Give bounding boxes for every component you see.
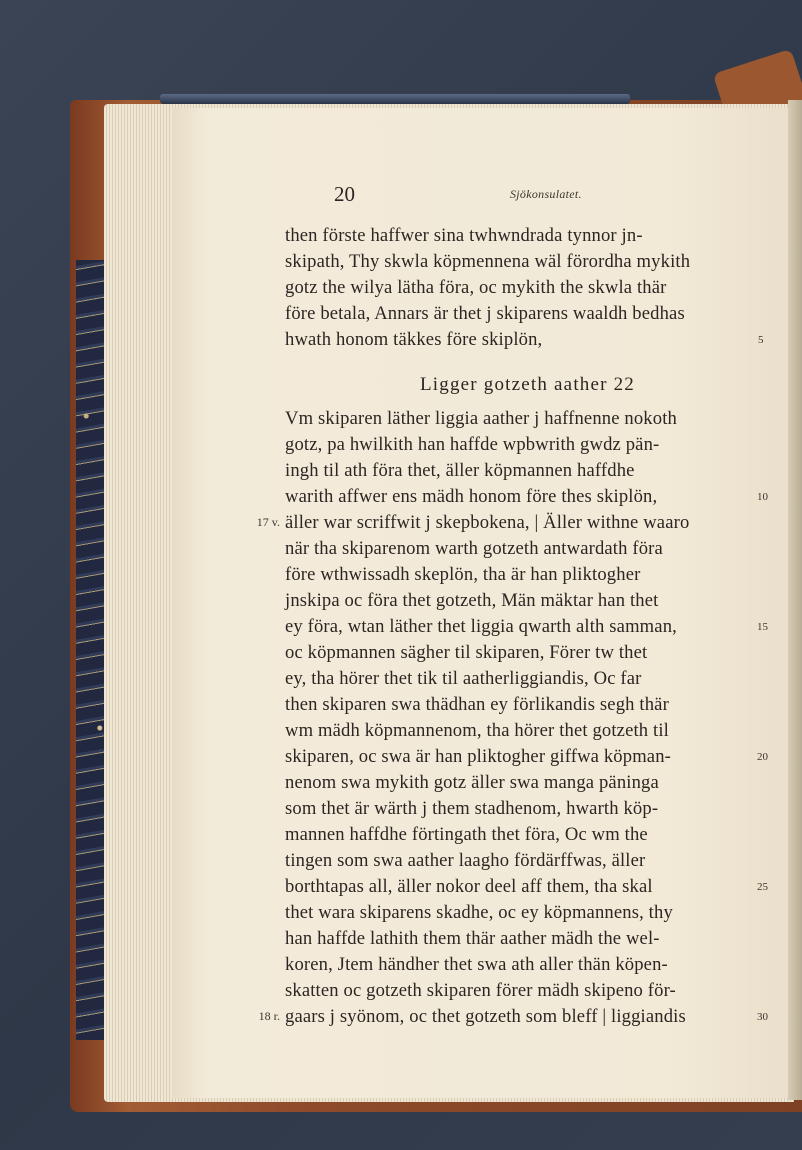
text-line: thet wara skiparens skadhe, oc ey köpmannens, thy bbox=[285, 902, 673, 923]
text-line: nenom swa mykith gotz äller swa manga päninga bbox=[285, 772, 659, 793]
text-line: then förste haffwer sina twhwndrada tynnor jn- bbox=[285, 225, 643, 246]
line-number: 15 bbox=[757, 621, 768, 633]
page-number: 20 bbox=[334, 182, 355, 206]
text-line: Vm skiparen läther liggia aather j haffnenne nokoth bbox=[285, 408, 677, 429]
line-number: 30 bbox=[757, 1011, 768, 1023]
text-line: wm mädh köpmannenom, tha hörer thet gotzeth til bbox=[285, 720, 669, 741]
text-line: skatten oc gotzeth skiparen förer mädh skipeno för- bbox=[285, 980, 676, 1001]
line-number: 10 bbox=[757, 491, 768, 503]
text-line: hwath honom täkkes före skiplön, bbox=[285, 329, 543, 350]
running-title: Sjökonsulatet. bbox=[510, 187, 582, 201]
text-line: ey, tha hörer thet tik til aatherliggiandis, Oc far bbox=[285, 668, 642, 689]
text-line: tingen som swa aather laagho fördärffwas, äller bbox=[285, 850, 646, 871]
text-line: warith affwer ens mädh honom före thes skiplön, bbox=[285, 486, 658, 507]
text-line: gotz the wilya lätha föra, oc mykith the skwla thär bbox=[285, 277, 667, 298]
text-line: gaars j syönom, oc thet gotzeth som bleff | liggiandis bbox=[285, 1006, 686, 1027]
text-line: oc köpmannen sägher til skiparen, Förer tw thet bbox=[285, 642, 648, 663]
text-line: ey föra, wtan läther thet liggia qwarth alth samman, bbox=[285, 616, 677, 637]
text-line: när tha skiparenom warth gotzeth antwardath föra bbox=[285, 538, 663, 559]
text-line: mannen haffdhe förtingath thet föra, Oc wm the bbox=[285, 824, 648, 845]
text-line: som thet är wärth j them stadhenom, hwarth köp- bbox=[285, 798, 659, 819]
text-line: koren, Jtem händher thet swa ath aller thän köpen- bbox=[285, 954, 668, 975]
text-line: then skiparen swa thädhan ey förlikandis segh thär bbox=[285, 694, 669, 715]
text-line: skiparen, oc swa är han pliktogher giffwa köpman- bbox=[285, 746, 671, 767]
text-line: ingh til ath föra thet, äller köpmannen haffdhe bbox=[285, 460, 635, 481]
text-line: skipath, Thy skwla köpmennena wäl förordha mykith bbox=[285, 251, 691, 272]
text-line: gotz, pa hwilkith han haffde wpbwrith gwdz pän- bbox=[285, 434, 660, 455]
page-edge-right bbox=[788, 100, 802, 1100]
text-line: borthtapas all, äller nokor deel aff them, tha skal bbox=[285, 876, 653, 897]
spine-edge bbox=[160, 94, 630, 104]
folio-mark: 17 v. bbox=[256, 515, 280, 529]
line-number: 25 bbox=[757, 881, 768, 893]
line-number: 5 bbox=[758, 334, 764, 346]
line-number: 20 bbox=[757, 751, 768, 763]
text-line: äller war scriffwit j skepbokena, | Äller withne waaro bbox=[285, 512, 690, 533]
text-line: före betala, Annars är thet j skiparens waaldh bedhas bbox=[285, 303, 685, 324]
folio-mark: 18 r. bbox=[258, 1009, 280, 1023]
text-line: före wthwissadh skeplön, tha är han pliktogher bbox=[285, 564, 641, 585]
section-heading: Ligger gotzeth aather 22 bbox=[419, 374, 636, 395]
text-line: han haffde lathith them thär aather mädh the wel- bbox=[285, 928, 660, 949]
text-line: jnskipa oc föra thet gotzeth, Män mäktar han thet bbox=[285, 590, 659, 611]
